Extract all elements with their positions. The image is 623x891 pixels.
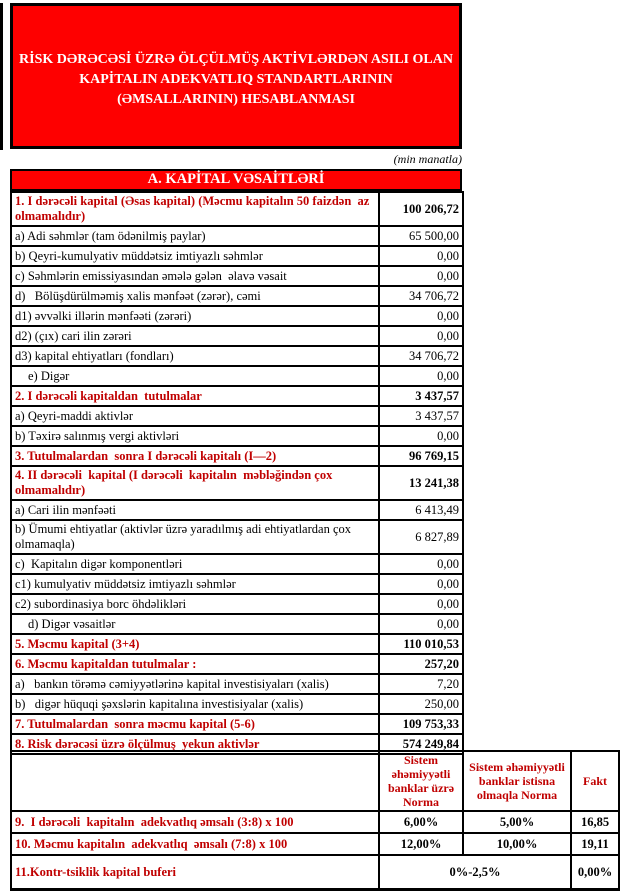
ratio-table [10, 750, 620, 891]
capital-row [11, 286, 463, 306]
ratio-row [11, 833, 619, 855]
capital-row-label: c) Səhmlərin emissiyasından əmələ gələn əlavə vəsait [11, 266, 379, 286]
capital-row-value: 7,20 [379, 674, 463, 694]
capital-row-label: 2. I dərəcəli kapitaldan tutulmalar [11, 386, 379, 406]
capital-row [11, 520, 463, 554]
capital-row-value: 6 827,89 [379, 520, 463, 554]
ratio-header-norma-sib: Sistem əhəmiyyətli banklar üzrə Norma [379, 751, 463, 811]
capital-row [11, 306, 463, 326]
capital-row-label: b) Qeyri-kumulyativ müddətsiz imtiyazlı səhmlər [11, 246, 379, 266]
capital-row-label: b) Təxirə salınmış vergi aktivləri [11, 426, 379, 446]
ratio-row-label: 10. Məcmu kapitalın adekvatlıq əmsalı (7:8) x 100 [11, 833, 379, 855]
capital-row-label: b) Ümumi ehtiyatlar (aktivlər üzrə yaradılmış adi ehtiyatlardan çox olmamaqla) [11, 520, 379, 554]
capital-row [11, 326, 463, 346]
capital-row-label: 8. Risk dərəcəsi üzrə ölçülmuş yekun aktivlər [11, 734, 379, 754]
capital-row-value: 110 010,53 [379, 634, 463, 654]
capital-row-label: 5. Məcmu kapital (3+4) [11, 634, 379, 654]
capital-row [11, 426, 463, 446]
ratio-row-fakt: 0,00% [571, 855, 619, 890]
ratio-row-fakt: 16,85 [571, 811, 619, 833]
capital-row [11, 634, 463, 654]
ratio-header-fakt: Fakt [571, 751, 619, 811]
capital-row-value: 0,00 [379, 554, 463, 574]
ratio-header-row [11, 751, 619, 811]
capital-row-label: d3) kapital ehtiyatları (fondları) [11, 346, 379, 366]
capital-row-value: 250,00 [379, 694, 463, 714]
capital-row-value: 109 753,33 [379, 714, 463, 734]
capital-row-value: 0,00 [379, 306, 463, 326]
capital-row-value: 257,20 [379, 654, 463, 674]
capital-row-value: 96 769,15 [379, 446, 463, 466]
page-edge-line [0, 3, 3, 150]
capital-row-label: a) Adi səhmlər (tam ödənilmiş paylar) [11, 226, 379, 246]
capital-row [11, 246, 463, 266]
capital-row-label: 3. Tutulmalardan sonra I dərəcəli kapitalı (I—2) [11, 446, 379, 466]
capital-row-label: c1) kumulyativ müddətsiz imtiyazlı səhmlər [11, 574, 379, 594]
capital-row [11, 714, 463, 734]
capital-row-label: b) digər hüquqi şəxslərin kapitalına investisiyalar (xalis) [11, 694, 379, 714]
capital-row-label: 7. Tutulmalardan sonra məcmu kapital (5-6) [11, 714, 379, 734]
section-header: A. KAPİTAL VƏSAİTLƏRİ [10, 169, 462, 191]
capital-row-value: 100 206,72 [379, 192, 463, 226]
capital-row-label: a) Cari ilin mənfəəti [11, 500, 379, 520]
capital-row-value: 0,00 [379, 574, 463, 594]
capital-row-label: 1. I dərəcəli kapital (Əsas kapital) (Məcmu kapitalın 50 faizdən az olmamalıdır) [11, 192, 379, 226]
capital-table [10, 191, 464, 755]
ratio-row-norma-exc: 10,00% [463, 833, 571, 855]
capital-row-value: 0,00 [379, 426, 463, 446]
capital-row [11, 674, 463, 694]
capital-row [11, 574, 463, 594]
capital-row-value: 34 706,72 [379, 346, 463, 366]
capital-row [11, 226, 463, 246]
report-title-box [10, 3, 462, 149]
capital-table-body [11, 192, 463, 754]
capital-row-label: e) Digər [11, 366, 379, 386]
capital-row [11, 466, 463, 500]
ratio-row-norma-sib: 6,00% [379, 811, 463, 833]
capital-row-value: 0,00 [379, 366, 463, 386]
capital-row-value: 0,00 [379, 594, 463, 614]
capital-row [11, 406, 463, 426]
ratio-row-norma-sib: 12,00% [379, 833, 463, 855]
capital-row-label: a) bankın törəmə cəmiyyətlərinə kapital investisiyaları (xalis) [11, 674, 379, 694]
capital-row-label: c) Kapitalın digər komponentləri [11, 554, 379, 574]
capital-row-value: 34 706,72 [379, 286, 463, 306]
ratio-row-norma-exc: 5,00% [463, 811, 571, 833]
capital-row [11, 614, 463, 634]
ratio-header-empty [11, 751, 379, 811]
capital-row [11, 694, 463, 714]
capital-row-value: 6 413,49 [379, 500, 463, 520]
ratio-header-norma-exc: Sistem əhəmiyyətli banklar istisna olmaqla Norma [463, 751, 571, 811]
ratio-row-label: 11.Kontr-tsiklik kapital buferi [11, 855, 379, 890]
capital-row-label: c2) subordinasiya borc öhdəlikləri [11, 594, 379, 614]
ratio-row-range: 0%-2,5% [379, 855, 571, 890]
capital-row-value: 3 437,57 [379, 406, 463, 426]
capital-row-label: d) Bölüşdürülməmiş xalis mənfəət (zərər), cəmi [11, 286, 379, 306]
capital-row-value: 3 437,57 [379, 386, 463, 406]
capital-row [11, 594, 463, 614]
ratio-row [11, 855, 619, 890]
ratio-row [11, 811, 619, 833]
capital-row-value: 0,00 [379, 614, 463, 634]
report-title-line-3: (ƏMSALLARININ) HESABLANMASI [117, 92, 355, 107]
capital-row-label: 4. II dərəcəli kapital (I dərəcəli kapitalın məbləğindən çox olmamalıdır) [11, 466, 379, 500]
capital-row [11, 446, 463, 466]
capital-row-label: a) Qeyri-maddi aktivlər [11, 406, 379, 426]
capital-row [11, 192, 463, 226]
capital-row-value: 0,00 [379, 326, 463, 346]
capital-row-value: 65 500,00 [379, 226, 463, 246]
report-title-line-1: RİSK DƏRƏCƏSİ ÜZRƏ ÖLÇÜLMÜŞ AKTİVLƏRDƏN ASILI OLAN [19, 52, 453, 67]
unit-note: (min manatla) [393, 152, 462, 166]
capital-row [11, 346, 463, 366]
capital-row [11, 366, 463, 386]
report-title-line-2: KAPİTALIN ADEKVATLIQ STANDARTLARININ [79, 72, 393, 87]
capital-row [11, 654, 463, 674]
capital-row [11, 266, 463, 286]
capital-row [11, 554, 463, 574]
ratio-row-fakt: 19,11 [571, 833, 619, 855]
capital-row-value: 13 241,38 [379, 466, 463, 500]
capital-row-value: 0,00 [379, 246, 463, 266]
capital-row [11, 386, 463, 406]
capital-row-value: 574 249,84 [379, 734, 463, 754]
capital-row-label: 6. Məcmu kapitaldan tutulmalar : [11, 654, 379, 674]
capital-row-label: d1) əvvəlki illərin mənfəəti (zərəri) [11, 306, 379, 326]
capital-row [11, 500, 463, 520]
capital-row-value: 0,00 [379, 266, 463, 286]
capital-row-label: d) Digər vəsaitlər [11, 614, 379, 634]
capital-row-label: d2) (çıx) cari ilin zərəri [11, 326, 379, 346]
ratio-row-label: 9. I dərəcəli kapitalın adekvatlıq əmsalı (3:8) x 100 [11, 811, 379, 833]
